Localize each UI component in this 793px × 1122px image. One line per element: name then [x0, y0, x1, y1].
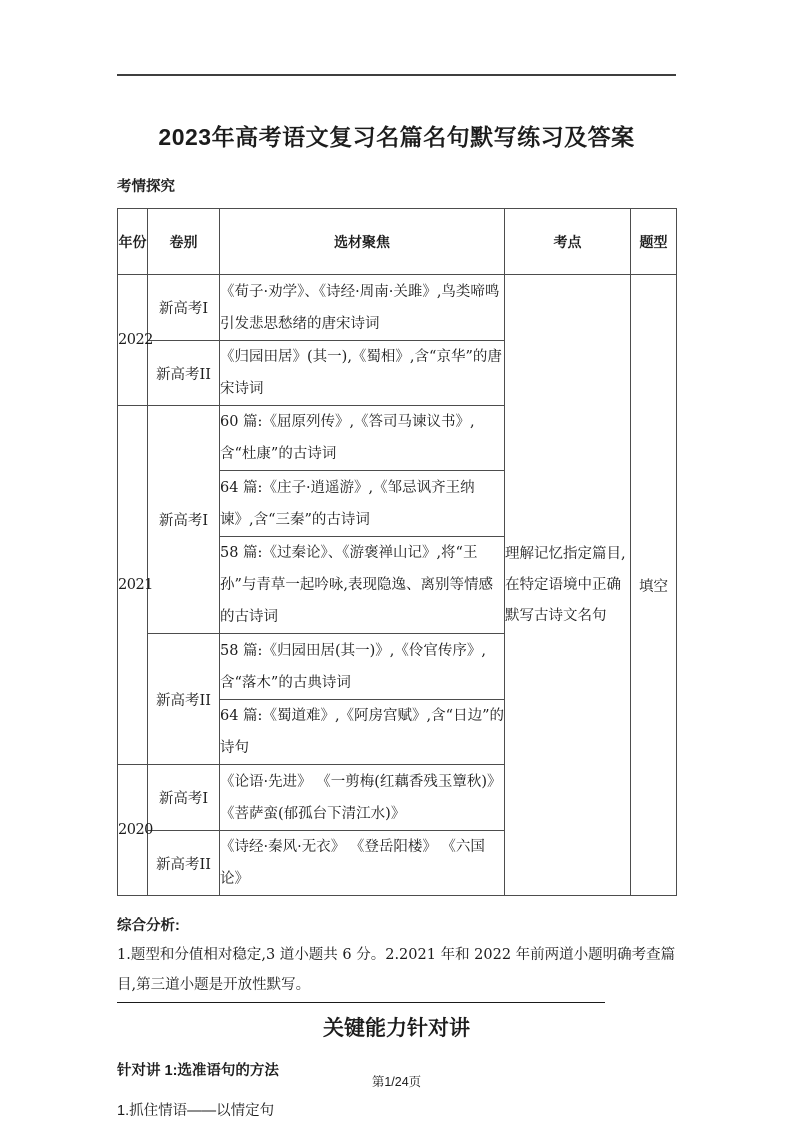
- top-rule: [117, 74, 676, 76]
- analysis-text: 1.题型和分值相对稳定,3 道小题共 6 分。2.2021 年和 2022 年前两道小题明确考查篇目,第三道小题是开放性默写。: [117, 947, 676, 993]
- col-header-focus: 选材聚焦: [220, 209, 505, 275]
- paper-cell: 新高考I: [148, 275, 220, 341]
- focus-cell: 《归园田居》(其一),《蜀相》,含“京华”的唐宋诗词: [220, 341, 505, 406]
- focus-cell: 《论语·先进》 《一剪梅(红藕香残玉簟秋)》 《菩萨蛮(郁孤台下清江水)》: [220, 765, 505, 831]
- paper-cell: 新高考I: [148, 406, 220, 634]
- key-ability-heading: 关键能力针对讲: [323, 1017, 470, 1040]
- focus-cell: 《荀子·劝学》、《诗经·周南·关雎》,鸟类啼鸣引发悲思愁绪的唐宋诗词: [220, 275, 505, 341]
- year-cell-2022: 2022: [118, 275, 148, 406]
- section-heading-exam-research: 考情探究: [117, 179, 175, 195]
- lecture-heading: 针对讲 1:选准语句的方法: [117, 1063, 279, 1079]
- analysis-heading: 综合分析:: [117, 918, 180, 934]
- col-header-type: 题型: [631, 209, 677, 275]
- page-number: 第1/24页: [371, 1075, 422, 1089]
- section-divider-rule: [117, 1002, 605, 1003]
- lecture-point: 1.抓住情语——以情定句: [117, 1103, 275, 1119]
- table-header-row: [118, 209, 677, 275]
- col-header-year: 年份: [118, 209, 148, 275]
- content-area: [117, 0, 676, 1121]
- table-row: [118, 275, 677, 341]
- paper-cell: 新高考II: [148, 831, 220, 896]
- points-cell: 理解记忆指定篇目,在特定语境中正确默写古诗文名句: [505, 275, 631, 896]
- col-header-points: 考点: [505, 209, 631, 275]
- focus-cell: 《诗经·秦风·无衣》 《登岳阳楼》 《六国论》: [220, 831, 505, 896]
- paper-cell: 新高考II: [148, 341, 220, 406]
- focus-cell: 58 篇:《过秦论》、《游褒禅山记》,将“王孙”与青草一起吟咏,表现隐逸、离别等情感的古诗词: [220, 537, 505, 634]
- paper-cell: 新高考I: [148, 765, 220, 831]
- focus-cell: 58 篇:《归园田居(其一)》,《伶官传序》,含“落木”的古典诗词: [220, 634, 505, 700]
- paper-cell: 新高考II: [148, 634, 220, 765]
- focus-cell: 64 篇:《蜀道难》,《阿房宫赋》,含“日边”的诗句: [220, 700, 505, 765]
- col-header-paper: 卷别: [148, 209, 220, 275]
- year-cell-2021: 2021: [118, 406, 148, 765]
- year-cell-2020: 2020: [118, 765, 148, 896]
- page-title: 2023年高考语文复习名篇名句默写练习及答案: [158, 124, 635, 150]
- exam-analysis-table: [117, 208, 677, 896]
- focus-cell: 60 篇:《屈原列传》,《答司马谏议书》,含“杜康”的古诗词: [220, 406, 505, 471]
- type-cell: 填空: [631, 275, 677, 896]
- focus-cell: 64 篇:《庄子·逍遥游》,《邹忌讽齐王纳谏》,含“三秦”的古诗词: [220, 471, 505, 537]
